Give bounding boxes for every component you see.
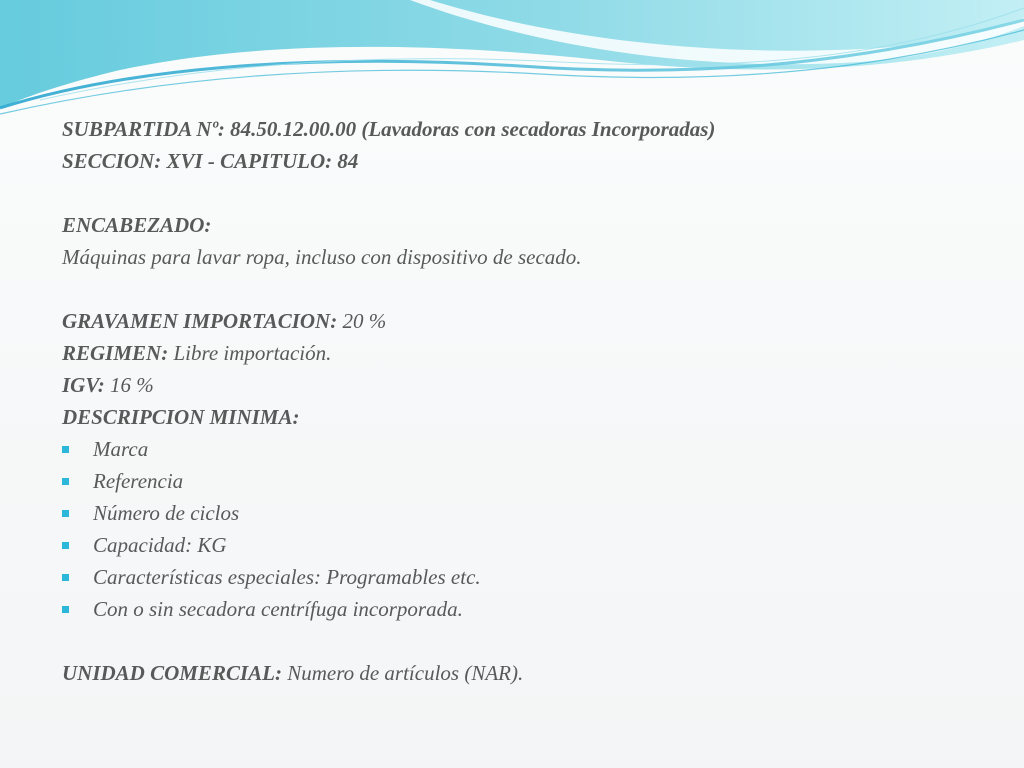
- list-item: [62, 561, 962, 593]
- gravamen-value: 20 %: [337, 309, 387, 333]
- list-item: [62, 529, 962, 561]
- spacer: [62, 273, 962, 305]
- encabezado-text: Máquinas para lavar ropa, incluso con dispositivo de secado.: [62, 245, 582, 269]
- decorative-wave-header: [0, 0, 1024, 130]
- igv-line: [62, 369, 962, 401]
- list-item-text: Características especiales: Programables etc.: [93, 565, 481, 589]
- regimen-line: [62, 337, 962, 369]
- unidad-value: Numero de artículos (NAR).: [281, 661, 524, 685]
- list-item: [62, 593, 962, 625]
- unidad-line: [62, 657, 962, 689]
- square-bullet-icon: [62, 478, 69, 485]
- seccion-line: SECCION: XVI - CAPITULO: 84: [62, 149, 359, 173]
- gravamen-line: [62, 305, 962, 337]
- list-item-text: Con o sin secadora centrífuga incorporada.: [93, 597, 463, 621]
- list-item-text: Marca: [93, 437, 149, 461]
- subpartida-heading: SUBPARTIDA Nº: 84.50.12.00.00 (Lavadoras con secadoras Incorporadas): [62, 117, 716, 141]
- list-item-text: Número de ciclos: [93, 501, 240, 525]
- gravamen-label: GRAVAMEN IMPORTACION:: [62, 309, 338, 333]
- list-item: [62, 497, 962, 529]
- spacer: [62, 625, 962, 657]
- list-item-text: Capacidad: KG: [93, 533, 227, 557]
- square-bullet-icon: [62, 606, 69, 613]
- descripcion-list: [62, 433, 962, 625]
- regimen-label: REGIMEN:: [62, 341, 169, 365]
- igv-value: 16 %: [104, 373, 154, 397]
- list-item-text: Referencia: [93, 469, 184, 493]
- encabezado-label: ENCABEZADO:: [62, 213, 212, 237]
- square-bullet-icon: [62, 542, 69, 549]
- spacer: [62, 177, 962, 209]
- square-bullet-icon: [62, 574, 69, 581]
- list-item: [62, 465, 962, 497]
- unidad-label: UNIDAD COMERCIAL:: [62, 661, 282, 685]
- square-bullet-icon: [62, 446, 69, 453]
- regimen-value: Libre importación.: [168, 341, 332, 365]
- square-bullet-icon: [62, 510, 69, 517]
- descripcion-label: DESCRIPCION MINIMA:: [62, 405, 300, 429]
- igv-label: IGV:: [62, 373, 105, 397]
- list-item: [62, 433, 962, 465]
- slide-content: [62, 113, 962, 689]
